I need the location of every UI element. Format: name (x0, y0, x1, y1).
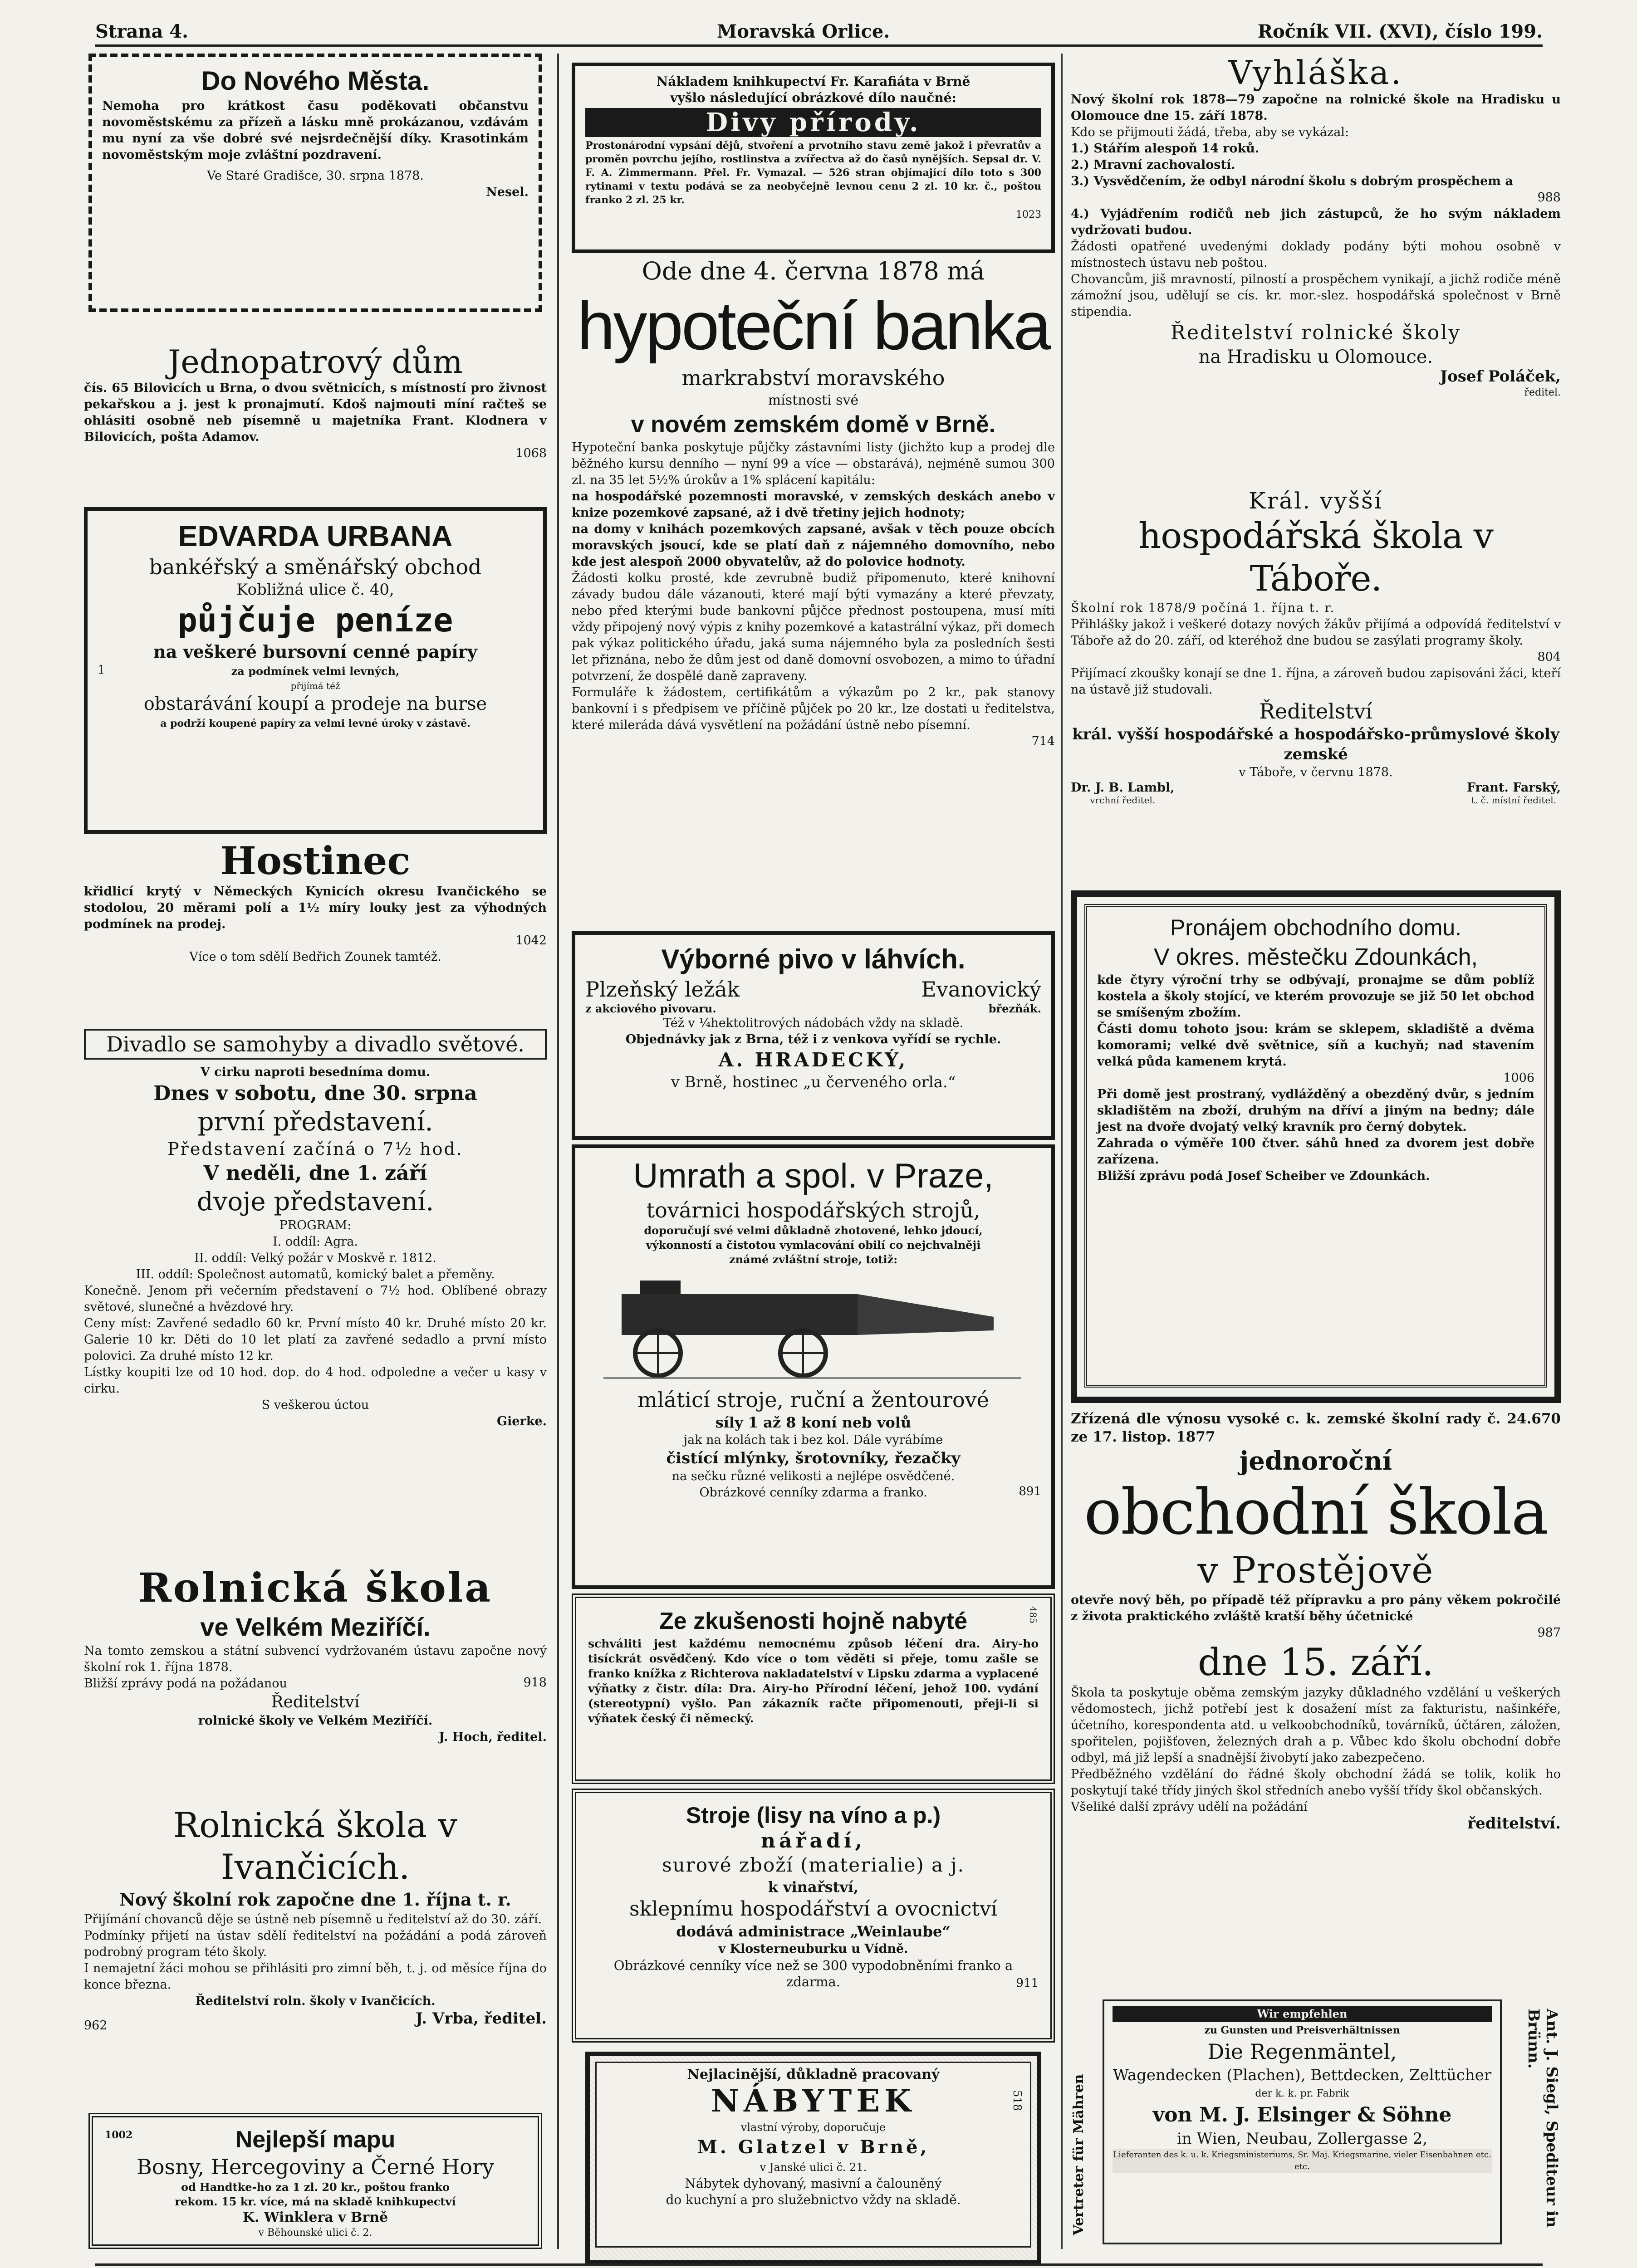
ad-number: 918 (523, 1676, 547, 1690)
threshing-machine-illustration (585, 1267, 1039, 1385)
ad-signature: Dr. J. B. Lambl, (1071, 781, 1175, 795)
ad-body: Žádosti kolku prosté, kde zevrubně budiž připomenuto, které knihovní závady budou dále vázanouti, které mají býti vymazány a které převzaty, nebo před kterými bude bankovní půjčce přednost postoupena, musí míti vždy připojený nový výpis z knihy pozemkové a katastrální výkaz, při domech pak výkaz politického úřadu, jaká suma nájemného byla za posledních šesti let přiznána, nebo že dům jest od daně domovní osvobozen, a mimo to úřadní potvrzení, že dospělé daně zapraveny. (572, 571, 1055, 683)
ad-rolnicka-ivancice (84, 1804, 547, 2104)
ad-body: otevře nový běh, po případě též přípravku a pro pány věkem pokročilé z života praktického zvláště kratší běhy účetnické (1071, 1593, 1561, 1623)
ad-date: V neděli, dne 1. září (203, 1162, 427, 1185)
ad-body: Prostonárodní vypsání dějů, stvoření a prvotního stavu země jakož i převratův a proměn povrchu jejího, rostlinstva a zvířectva až do časů nynějších. Sepsal dr. V. F. A. Zimmermann. Přel. Fr. Vymazal. — 526 stran objímající dílo toto s 300 rytinami v textu podává se za neobyčejně levnou cenu 2 zl. 10 kr. č., poštou franko 2 zl. 25 kr. (585, 140, 1041, 206)
ad-line: místnosti své (768, 392, 859, 408)
ad-line: von M. J. Elsinger & Söhne (1152, 2103, 1452, 2126)
ad-line: rekom. 15 kr. více, má na skladě knihkupectví (175, 2195, 456, 2208)
ad-line: vlastní výroby, doporučuje (740, 2121, 886, 2134)
ad-address: v Janské ulici č. 21. (760, 2161, 867, 2174)
ad-line: vyšlo následující obrázkové dílo naučné: (670, 90, 956, 105)
ad-line: Die Regenmäntel, (1207, 2039, 1397, 2064)
ad-signature-title: vrchní ředitel. (1090, 795, 1156, 806)
ad-body: čís. 65 Bilovicích u Brna, o dvou světnicích, s místností pro živnost pekařskou a j. jest k pronajmutí. Kdoš najmouti míní račteš se ohlásiti osobně neb písemně u majetníka Frant. Klodnera v Bilovicích, pošta Adamov. (84, 381, 547, 444)
ad-signature: Frant. Farský, (1466, 781, 1561, 795)
ad-date: dvoje představení. (196, 1187, 434, 1217)
ad-subtitle: v Prostějově (1197, 1549, 1434, 1591)
ad-product-note: březňák. (988, 1002, 1041, 1015)
ad-line: Nákladem knihkupectví Fr. Karafiáta v Brně (656, 74, 970, 89)
ad-nabytek (585, 2052, 1041, 2265)
ad-body: Školní rok 1878/9 počíná 1. října t. r. (1071, 601, 1335, 615)
ad-line: Nejlacinější, důkladně pracovaný (687, 2067, 940, 2082)
ad-body: Nemoha pro krátkost času poděkovati občanstvu novoměstskému za přízeň a lásku mně prokázanou, vzdávám mu nyní za vše dobré své nejsrdečnější díky. Krasotinkám novoměstským moje zvláštní pozdravení. (102, 99, 529, 162)
ad-line: v novém zemském domě v Brně. (631, 411, 996, 438)
ad-date: první představení. (197, 1107, 433, 1137)
ad-program-item: III. oddíl: Společnost automatů, komický balet a přeměny. (136, 1267, 495, 1281)
ad-title: Pronájem obchodního domu. (1170, 915, 1462, 940)
newspaper-title: Moravská Orlice. (717, 21, 890, 42)
ad-number: 804 (1537, 650, 1561, 664)
ad-signature: Gierke. (496, 1414, 547, 1428)
ad-signature: J. Hoch, ředitel. (439, 1730, 547, 1744)
ad-line: K. Winklera v Brně (242, 2209, 388, 2225)
ad-title: Ze zkušenosti hojně nabyté (659, 1608, 968, 1634)
ad-line: in Wien, Neubau, Zollergasse 2, (1176, 2130, 1428, 2148)
ad-line: Obrázkové cenníky zdarma a franko. (699, 1486, 927, 1500)
ad-line: Wagendecken (Plachen), Bettdecken, Zelttücher (1113, 2066, 1492, 2084)
ad-subtitle: Bosny, Hercegoviny a Černé Hory (137, 2155, 494, 2179)
ad-office: král. vyšší hospodářské a hospodářsko-průmyslové školy zemské (1072, 725, 1559, 763)
ad-title: Výborné pivo v láhvích. (661, 944, 966, 974)
ad-mapa (88, 2113, 542, 2249)
ad-address: Kobližná ulice č. 40, (236, 581, 394, 599)
ad-title: Hostinec (220, 838, 411, 883)
ad-body: na hospodářské pozemnosti moravské, v zemských deskách anebo v knize pozemkové zapsané, až i dvě třetiny jejich hodnoty; (572, 489, 1055, 520)
ad-body: Zahrada o výměře 100 čtver. sáhů hned za dvorem jest dobře zařízena. (1097, 1136, 1534, 1167)
column-separator (557, 54, 559, 2249)
ad-body: Konečně. Jenom při večerním představení o 7½ hod. Oblíbené obrazy světové, slunečné a hvězdové hry. (84, 1284, 547, 1314)
ad-tail: Více o tom sdělí Bedřich Zounek tamtéž. (189, 950, 441, 964)
ad-name: M. Glatzel v Brně, (697, 2136, 930, 2158)
ad-line: na sečku různé velikosti a nejlépe osvědčené. (671, 1469, 955, 1483)
ad-line: k vinařství, (768, 1878, 859, 1896)
ad-line: a podrží koupené papíry za velmi levné úroky v zástavě. (160, 718, 471, 729)
ad-title: Rolnická škola v Ivančicích. (173, 1805, 458, 1887)
ad-line: Nábytek dyhovaný, masivní a čalouněný (685, 2176, 942, 2191)
ad-name: A. HRADECKÝ, (718, 1049, 908, 1071)
ad-office: Ředitelství roln. školy v Ivančicích. (195, 1994, 436, 2008)
ad-office: Ředitelství rolnické školy (1170, 321, 1461, 344)
ad-number: 1 (98, 663, 105, 677)
ad-body: Hypoteční banka poskytuje půjčky zástavními listy (jichžto kup a prodej dle běžného kursu denního — nyní 99 a více — obstarává), nejméně sumou 300 zl. na 35 let 5½% úrokův a 1% splácení kapitálu: (572, 440, 1055, 487)
ad-number: 987 (1537, 1626, 1561, 1640)
ad-date: dne 15. září. (1198, 1641, 1434, 1684)
ad-product-note: z akciového pivovaru. (585, 1002, 716, 1015)
ad-office: Ředitelství (1259, 699, 1372, 723)
ad-number: 911 (1016, 1976, 1039, 1990)
ad-title: NÁBYTEK (711, 2083, 916, 2119)
ad-signature-title: t. č. místní ředitel. (1471, 795, 1557, 806)
ad-greeting: S veškerou úctou (261, 1398, 369, 1412)
ad-line: nářadí, (761, 1829, 866, 1853)
ad-rolnicka-meziríci (84, 1564, 547, 1800)
ad-signature: J. Vrba, ředitel. (415, 2009, 547, 2028)
ad-program-item: II. oddíl: Velký požár v Moskvě r. 1812. (194, 1251, 436, 1265)
ad-line: jednoroční (1239, 1446, 1392, 1476)
ad-pivo (572, 931, 1055, 1140)
ad-body: Žádosti opatřené uvedenými doklady podány býti mohou osobně v místnostech ústavu neb poštou. (1071, 240, 1561, 270)
ad-body: Všeliké další zprávy udělí na požádání (1071, 1800, 1308, 1814)
ad-line: Zřízená dle výnosu vysoké c. k. zemské školní rady č. 24.670 ze 17. listop. 1877 (1071, 1411, 1561, 1445)
ad-title: Divadlo se samohyby a divadlo světové. (84, 1029, 547, 1060)
ad-item: 1.) Stářím alespoň 14 roků. (1071, 142, 1260, 156)
ad-body: Na tomto zemskou a státní subvencí vydržovaném ústavu započne nový školní rok 1. října 1878. (84, 1644, 547, 1674)
ad-umrath (572, 1144, 1055, 1589)
page-number: Strana 4. (95, 21, 189, 42)
ad-line: markrabství moravského (681, 366, 945, 390)
ad-signature: ředitelství. (1467, 1814, 1561, 1833)
ad-number: 1068 (515, 446, 547, 460)
ad-body: na domy v knihách pozemkových zapsané, avšak v těch pouze obcích moravských jsoucí, kde se platí daň z nájemného domovního, nebo kde jest alespoň 2000 obyvatelův, až do polovice hodnoty. (572, 522, 1055, 569)
ad-number: 1042 (515, 934, 547, 948)
ad-line: do kuchyní a pro služebnictvo vždy na skladě. (666, 2192, 961, 2207)
ad-item: 4.) Vyjádřením rodičů neb jich zástupců, že ho svým nákladem vydržovati budou. (1071, 207, 1561, 237)
ad-number: 1023 (1016, 209, 1041, 220)
ad-title: Divy přírody. (585, 108, 1041, 137)
ad-line: Lieferanten des k. u. k. Kriegsministeriums, Sr. Maj. Kriegsmarine, vieler Eisenbahnen etc. etc. (1113, 2149, 1492, 2173)
ad-line: výkonností a čistotou vymlacování obilí co nejchvalněji (646, 1238, 981, 1251)
ad-body: Formuláře k žádostem, certifikátům a výkazům po 2 kr., pak stanovy bankovní i s předpisem ve příčině půjček po 20 kr., lze dostati u ředitelstva, které mileráda dává vysvětlení na požádání ústně nebo písemní. (572, 685, 1055, 732)
ad-line: mláticí stroje, ruční a žentourové (637, 1388, 989, 1412)
ad-title: hypoteční banka (577, 288, 1049, 364)
ad-signature-title: ředitel. (1524, 387, 1561, 398)
ad-body: Přijímání chovanců děje se ústně neb písemně u ředitelství až do 30. září. (84, 1912, 542, 1926)
ad-title: Stroje (lisy na víno a p.) (686, 1803, 941, 1828)
ad-location: V cirku naproti besedníma domu. (200, 1065, 431, 1079)
ad-line: sklepnímu hospodářství a ovocnictví (629, 1897, 997, 1921)
ad-subtitle: V okres. městečku Zdounkách, (1154, 944, 1478, 970)
ad-prices: Ceny míst: Zavřené sedadlo 60 kr. První místo 40 kr. Druhé místo 20 kr. Galerie 10 kr. Děti do 10 let platí za zavřené sedadlo a první místo polovici. Za druhé místo 12 kr. (84, 1316, 547, 1363)
ad-subtitle: Nový školní rok započne dne 1. října t. r. (119, 1889, 511, 1910)
ad-pronajem (1071, 890, 1561, 1403)
ad-vyhlaska (1071, 54, 1561, 480)
ad-line: od Handtke-ho za 1 zl. 20 kr., poštou franko (181, 2180, 450, 2194)
ad-item: 3.) Vysvědčením, že odbyl národní školu s dobrým prospěchem a (1071, 174, 1513, 188)
ad-number: 714 (1031, 734, 1055, 748)
issue-info: Ročník VII. (XVI), číslo 199. (1257, 21, 1543, 42)
ad-title: Rolnická škola (138, 1564, 493, 1611)
ad-title: EDVARDA URBANA (178, 520, 453, 552)
ad-tabor (1071, 487, 1561, 886)
column-separator (1061, 54, 1063, 2249)
ad-title: Umrath a spol. v Praze, (633, 1157, 994, 1195)
ad-office: rolnické školy ve Velkém Meziříčí. (198, 1714, 433, 1728)
ad-headline: půjčuje peníze (177, 601, 453, 639)
ad-line: v Běhounské ulici č. 2. (258, 2227, 372, 2239)
ad-body: Nový školní rok 1878—79 započne na rolnické škole na Hradisku u Olomouce dne 15. září 1878. (1071, 93, 1561, 123)
ad-line: Wir empfehlen (1113, 2006, 1492, 2022)
ad-time: Představení začíná o 7½ hod. (167, 1139, 463, 1159)
ad-nove-mesto (88, 54, 542, 312)
ad-body: Přihlášky jakož i veškeré dotazy nových žákův přijímá a odpovídá ředitelství v Táboře až do 20. září, od kteréhož dne budou se zasýlati programy školy. (1071, 617, 1561, 648)
ad-title: Do Nového Města. (201, 66, 430, 96)
ad-subtitle: ve Velkém Meziříčí. (200, 1613, 431, 1641)
ad-title: hospodářská škola v Táboře. (1138, 516, 1493, 599)
ad-divadlo (84, 1029, 547, 1559)
ad-body: Části domu tohoto jsou: krám se sklepem, skladiště a dvěma komorami; velké dvě světnice, síň a kuchyň; nad stavením velká půda kamenem krytá. (1097, 1022, 1534, 1069)
ad-body: Předběžného vzdělání do řádné školy obchodní žádá se tolik, kolik ho poskytují také třídy jiných škol středních anebo vyšší třídy škol občanských. (1071, 1767, 1561, 1798)
ad-subtitle: bankéřský a směnářský obchod (149, 555, 482, 579)
ad-program-title: PROGRAM: (279, 1218, 352, 1232)
ad-place: Ve Staré Gradišce, 30. srpna 1878. (206, 169, 424, 183)
ad-line: přijímá též (290, 680, 340, 691)
page-footer (95, 2263, 1543, 2268)
ad-signature: Nesel. (486, 185, 529, 199)
ad-address: v Brně, hostinec „u červeného orla.“ (671, 1073, 956, 1091)
ad-dum (84, 344, 547, 498)
ad-number: 1002 (105, 2129, 133, 2141)
ad-tickets: Lístky koupiti lze od 10 hod. dop. do 4 hod. odpoledne a večer u kasy v cirku. (84, 1365, 547, 1396)
ad-line: na veškeré bursovní cenné papíry (153, 641, 477, 662)
ad-line: čistící mlýnky, šrotovníky, řezačky (666, 1449, 961, 1467)
ad-date: Dnes v sobotu, dne 30. srpna (153, 1082, 477, 1105)
ad-product: Evanovický (921, 977, 1041, 1002)
ad-line: surové zboží (materialie) a j. (662, 1854, 965, 1876)
ad-body: Kdo se přijmouti žádá, třeba, aby se vykázal: (1071, 125, 1349, 139)
ad-line: der k. k. pr. Fabrik (1255, 2088, 1349, 2099)
ad-body: Bližší zprávu podá Josef Scheiber ve Zdounkách. (1097, 1169, 1430, 1183)
ad-line: Objednávky jak z Brna, též i z venkova vyřídí se rychle. (625, 1032, 1001, 1046)
ad-stroje (572, 1789, 1055, 2043)
ad-line: v Klosterneuburku u Vídně. (718, 1942, 908, 1956)
ad-side-text: Vertreter für Mähren (1071, 2074, 1087, 2235)
ad-item: 2.) Mravní zachovalostí. (1071, 158, 1235, 172)
ad-body: křidlicí krytý v Německých Kynicích okresu Ivančického se stodolou, 20 měrami polí a 1½ míry louky jest za výhodných podmínek na prodej. (84, 885, 547, 931)
ad-body: Škola ta poskytuje oběma zemským jazyky důkladného vzdělání u veškerých vědomostech, jichž potřebí jest k dosažení míst za fakturistu, našinkéře, účetního, korespondenta atd. u velkoobchodníků, továrníků, účtáren, záložen, spořitelen, pojišťoven, železných drah a p. Vůbec kdo školu obchodní dobře odbyl, má již lepší a snadnější živobytí jako zabezpečeno. (1071, 1686, 1561, 1765)
ad-airy (572, 1593, 1055, 1784)
ad-product: Plzeňský ležák (585, 977, 740, 1002)
ad-office: na Hradisku u Olomouce. (1198, 347, 1433, 367)
ad-side-text: Ant. J. Siegl, Spediteur in Brünn. (1524, 2009, 1561, 2228)
ad-line: Ode dne 4. června 1878 má (642, 257, 985, 285)
ad-obchodni-skola (1071, 1410, 1561, 1995)
ad-body: I nemajetní žáci mohou se přihlásiti pro zimní běh, t. j. od měsíce října do konce března. (84, 1961, 547, 1992)
ad-office: Ředitelství (271, 1693, 360, 1711)
ad-urban (84, 507, 547, 834)
ad-line: za podmínek velmi levných, (231, 665, 400, 678)
ad-body: Přijímací zkoušky konají se dne 1. října, a zároveň budou zapisováni žáci, kteří na ústavě již studovali. (1071, 666, 1561, 697)
ad-title: Vyhláška. (1228, 54, 1403, 92)
ad-line: Též v ¼hektolitrových nádobách vždy na skladě. (663, 1016, 964, 1030)
ad-body: Chovancům, jiš mravností, pilností a prospěchem vynikají, a jichž rodiče méně zámožní jsou, udělují se cís. kr. mor.-slez. hospodářská společnost v Brně stipendia. (1071, 272, 1561, 319)
ad-number: 988 (1537, 191, 1561, 205)
ad-line: Obrázkové cenníky více než se 300 vypodobněními franko a zdarma. (613, 1958, 1013, 1989)
ad-line: zu Gunsten und Preisverhältnissen (1204, 2024, 1400, 2036)
ad-title: Jednopatrový dům (168, 344, 463, 381)
ad-signature: Josef Poláček, (1440, 367, 1561, 386)
ad-title: Nejlepší mapu (235, 2126, 396, 2153)
ad-body: Při domě jest prostraný, vydlážděný a obezděný dvůr, s jedním skladištěm na zboží, druhým na dříví a jiným na bedny; dále jest na dvoře dvojatý velký kravník pro černý dobytek. (1097, 1087, 1534, 1134)
ad-title: obchodní škola (1084, 1476, 1548, 1549)
page-header (95, 13, 1543, 47)
ad-line: známé zvláštní stroje, totiž: (729, 1253, 898, 1266)
ad-line: dodává administrace „Weinlaube“ (676, 1923, 951, 1940)
ad-banka (572, 255, 1055, 927)
ad-program-item: I. oddíl: Agra. (273, 1235, 358, 1249)
ad-kniha (572, 63, 1055, 253)
ad-subtitle: továrnici hospodářských strojů, (646, 1198, 980, 1222)
ad-line: Král. vyšší (1249, 488, 1383, 514)
ad-line: síly 1 až 8 koní neb volů (715, 1414, 912, 1431)
ad-number: 518 (1011, 2090, 1024, 2111)
ad-place: v Táboře, v červnu 1878. (1239, 765, 1393, 779)
ad-body: Bližší zprávy podá na požádanou (84, 1677, 287, 1691)
ad-number: 485 (1028, 1606, 1039, 1624)
ad-body: kde čtyry výroční trhy se odbývají, pronajme se dům poblíž kostela a školy stojící, ve kterém provozuje se již 50 let obchod se smíšeným zbožím. (1097, 973, 1534, 1020)
ad-hostinec (84, 838, 547, 1020)
ad-body: Podmínky přijetí na ústav sdělí ředitelství na požádání a podá zároveň podrobný program této školy. (84, 1929, 547, 1959)
ad-line: doporučují své velmi důkladně zhotovené, lehko jdoucí, (644, 1224, 983, 1237)
ad-eisinger (1071, 1999, 1561, 2253)
ad-number: 962 (84, 2019, 108, 2033)
ad-body: schváliti jest každému nemocnému způsob léčení dra. Airy-ho tisíckrát osvědčený. Kdo více o tom věděti si přeje, tomu zašle se franko knížka z Richterova nakladatelství v Lipsku zdarma a vyplacené výňatky z čistr. díla: Dra. Airy-ho Přírodní léčení, jehož 100. vydání (stereotypní) vyšlo. Pan zákazník račte připomenouti, přeji-li si výňatek český či německý. (588, 1637, 1039, 1725)
ad-line: obstarávání koupí a prodeje na burse (143, 694, 487, 714)
ad-number: 1006 (1503, 1071, 1534, 1085)
ad-line: jak na kolách tak i bez kol. Dále vyrábíme (683, 1433, 943, 1447)
ad-number: 891 (1019, 1485, 1041, 1498)
